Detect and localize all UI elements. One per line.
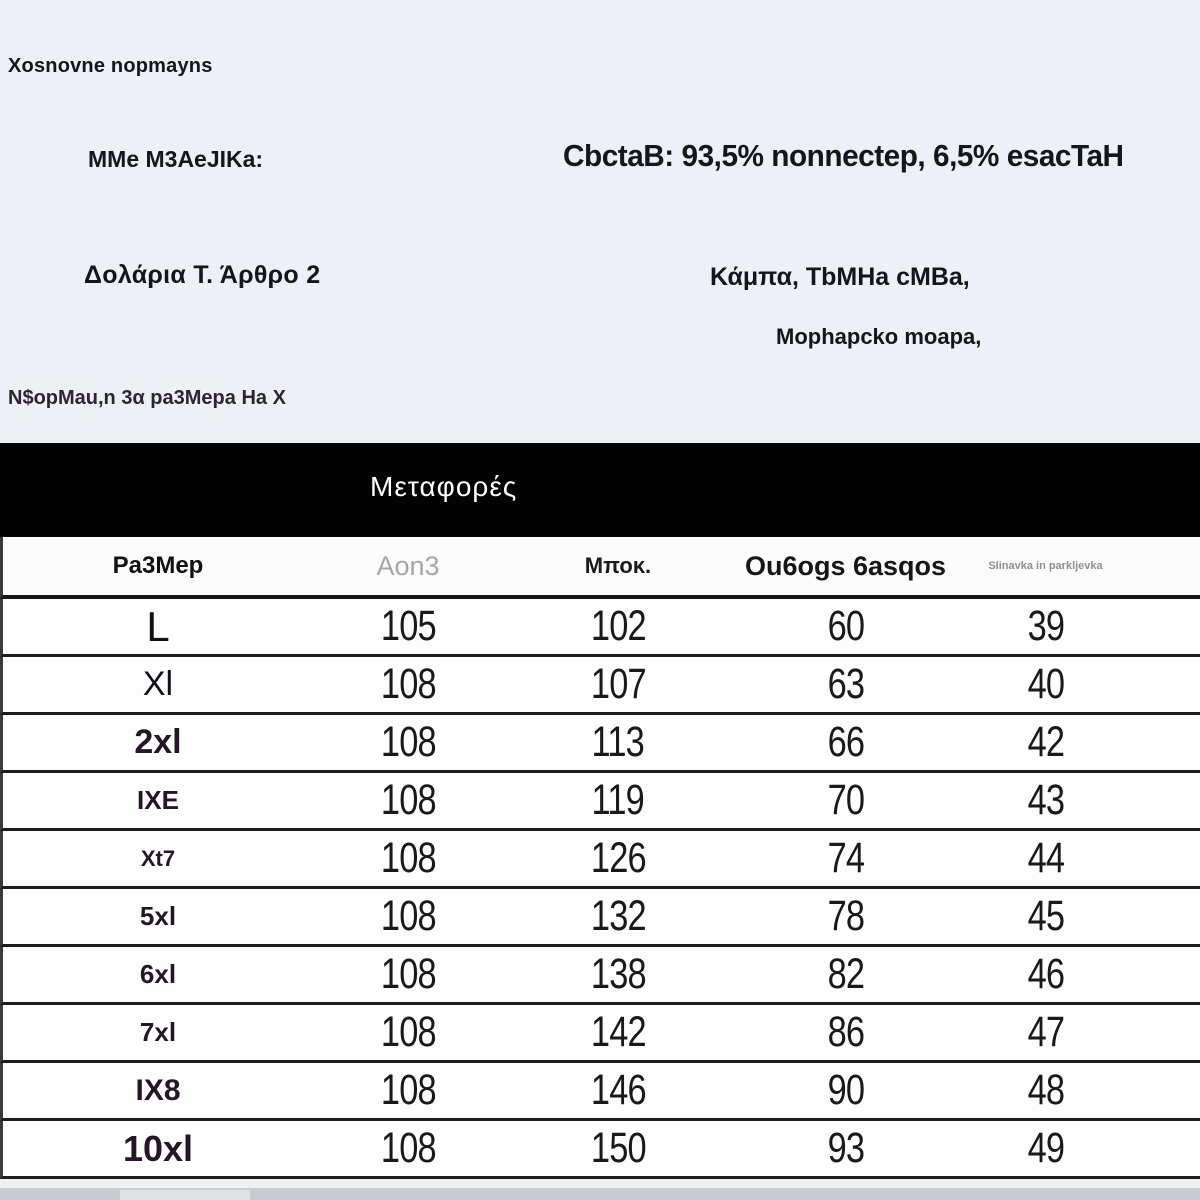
measurement-value: 78 (827, 892, 864, 940)
table-row (0, 889, 1200, 947)
table-row (0, 1005, 1200, 1063)
style-text: Κάμπα, TbMHa cMBa, (710, 263, 970, 291)
table-row (0, 599, 1200, 657)
table-row (0, 947, 1200, 1005)
size-label: Xl (142, 665, 174, 703)
measurement-value: 113 (591, 718, 645, 766)
measurement-value: 45 (1027, 892, 1064, 940)
measurement-value: 102 (590, 602, 646, 650)
size-label: IXE (137, 785, 179, 815)
measurement-cell (503, 718, 733, 767)
measurement-cell (313, 892, 503, 941)
measurement-value: 108 (380, 718, 436, 766)
measurement-cell (733, 892, 958, 941)
measurement-value: 108 (380, 892, 436, 940)
measurement-cell (503, 1066, 733, 1115)
table-header-row (0, 537, 1200, 599)
column-header: Aon3 (376, 550, 440, 581)
size-chart-table (0, 537, 1200, 1179)
measurement-value: 142 (590, 1008, 646, 1056)
measurement-value: 138 (590, 950, 646, 998)
measurement-cell (503, 1124, 733, 1173)
measurement-value: 82 (827, 950, 864, 998)
measurement-cell (958, 892, 1133, 941)
measurement-cell (958, 660, 1133, 709)
measurement-cell (958, 1066, 1133, 1115)
measurement-value: 107 (590, 660, 646, 708)
measurement-cell (313, 776, 503, 825)
measurement-cell (313, 1066, 503, 1115)
size-note-text: N$opMau,n 3α pa3Mepa Ha X (8, 387, 286, 409)
measurement-value: 60 (827, 602, 864, 650)
measurement-value: 44 (1027, 834, 1064, 882)
measurement-value: 146 (590, 1066, 646, 1114)
measurement-value: 119 (591, 776, 645, 824)
table-row (0, 773, 1200, 831)
measurement-value: 108 (380, 950, 436, 998)
size-label: Xt7 (140, 845, 176, 871)
measurement-cell (958, 834, 1133, 883)
measurement-value: 108 (380, 1008, 436, 1056)
measurement-cell (503, 950, 733, 999)
measurement-value: 74 (827, 834, 864, 882)
measurement-cell (313, 602, 503, 651)
measurement-cell (733, 660, 958, 709)
measurement-value: 40 (1027, 660, 1064, 708)
measurement-value: 49 (1027, 1124, 1064, 1172)
article-text: Δολάρια Τ. Άρθρο 2 (84, 261, 321, 289)
measurement-value: 86 (827, 1008, 864, 1056)
measurement-value: 108 (380, 834, 436, 882)
measurement-value: 90 (827, 1066, 864, 1114)
measurement-cell (503, 660, 733, 709)
measurement-cell (733, 834, 958, 883)
section-banner (0, 443, 1200, 537)
size-label: 2xl (134, 723, 182, 761)
measurement-cell (733, 1066, 958, 1115)
measurement-cell (733, 718, 958, 767)
size-label: 5xl (139, 901, 177, 931)
measurement-cell (313, 1124, 503, 1173)
size-label: 6xl (139, 959, 177, 989)
measurement-cell (733, 1124, 958, 1173)
measurement-value: 46 (1027, 950, 1064, 998)
measurement-cell (958, 1124, 1133, 1173)
bottom-strip-highlight (120, 1190, 250, 1200)
material-label: MMe M3AeJIKa: (88, 146, 264, 172)
measurement-value: 70 (827, 776, 864, 824)
measurement-value: 43 (1027, 776, 1064, 824)
column-header: Ou6ogs 6asqos (744, 550, 947, 581)
measurement-value: 132 (590, 892, 646, 940)
measurement-cell (958, 776, 1133, 825)
column-header: Pa3Mep (112, 552, 204, 579)
measurement-value: 150 (590, 1124, 646, 1172)
measurement-cell (958, 718, 1133, 767)
measurement-cell (958, 950, 1133, 999)
measurement-value: 105 (380, 602, 436, 650)
measurement-value: 93 (827, 1124, 864, 1172)
measurement-value: 47 (1027, 1008, 1064, 1056)
table-row (0, 831, 1200, 889)
measurement-cell (313, 834, 503, 883)
measurement-cell (313, 950, 503, 999)
measurement-value: 126 (590, 834, 646, 882)
measurement-value: 108 (380, 1066, 436, 1114)
measurement-value: 48 (1027, 1066, 1064, 1114)
size-label: 7xl (139, 1017, 177, 1047)
banner-title: Μεταφορές (370, 471, 518, 502)
measurement-cell (733, 950, 958, 999)
measurement-cell (503, 776, 733, 825)
fashion-text: Mophapcko moapa, (776, 324, 982, 349)
measurement-value: 42 (1027, 718, 1064, 766)
size-label: 10xl (122, 1127, 194, 1169)
measurement-value: 108 (380, 776, 436, 824)
measurement-value: 108 (380, 1124, 436, 1172)
measurement-value: 39 (1027, 602, 1064, 650)
info-heading: Xosnovne nopmayns (8, 55, 213, 77)
measurement-cell (503, 834, 733, 883)
size-label: L (146, 602, 170, 650)
measurement-cell (733, 776, 958, 825)
measurement-cell (313, 1008, 503, 1057)
column-header: Slinavka in parkljevka (988, 560, 1103, 572)
measurement-cell (958, 1008, 1133, 1057)
measurement-cell (733, 602, 958, 651)
measurement-cell (313, 718, 503, 767)
table-row (0, 657, 1200, 715)
size-label: IX8 (135, 1073, 181, 1107)
measurement-cell (503, 602, 733, 651)
measurement-cell (958, 602, 1133, 651)
measurement-cell (313, 660, 503, 709)
measurement-value: 108 (380, 660, 436, 708)
measurement-cell (503, 1008, 733, 1057)
table-row (0, 1063, 1200, 1121)
composition-text: CbctaB: 93,5% nonnectep, 6,5% esacTaH (563, 138, 1124, 173)
column-header: Μποκ. (584, 553, 652, 578)
measurement-cell (503, 892, 733, 941)
table-row (0, 715, 1200, 773)
measurement-value: 66 (827, 718, 864, 766)
table-row (0, 1121, 1200, 1179)
product-info-section (0, 0, 1200, 443)
measurement-cell (733, 1008, 958, 1057)
measurement-value: 63 (827, 660, 864, 708)
